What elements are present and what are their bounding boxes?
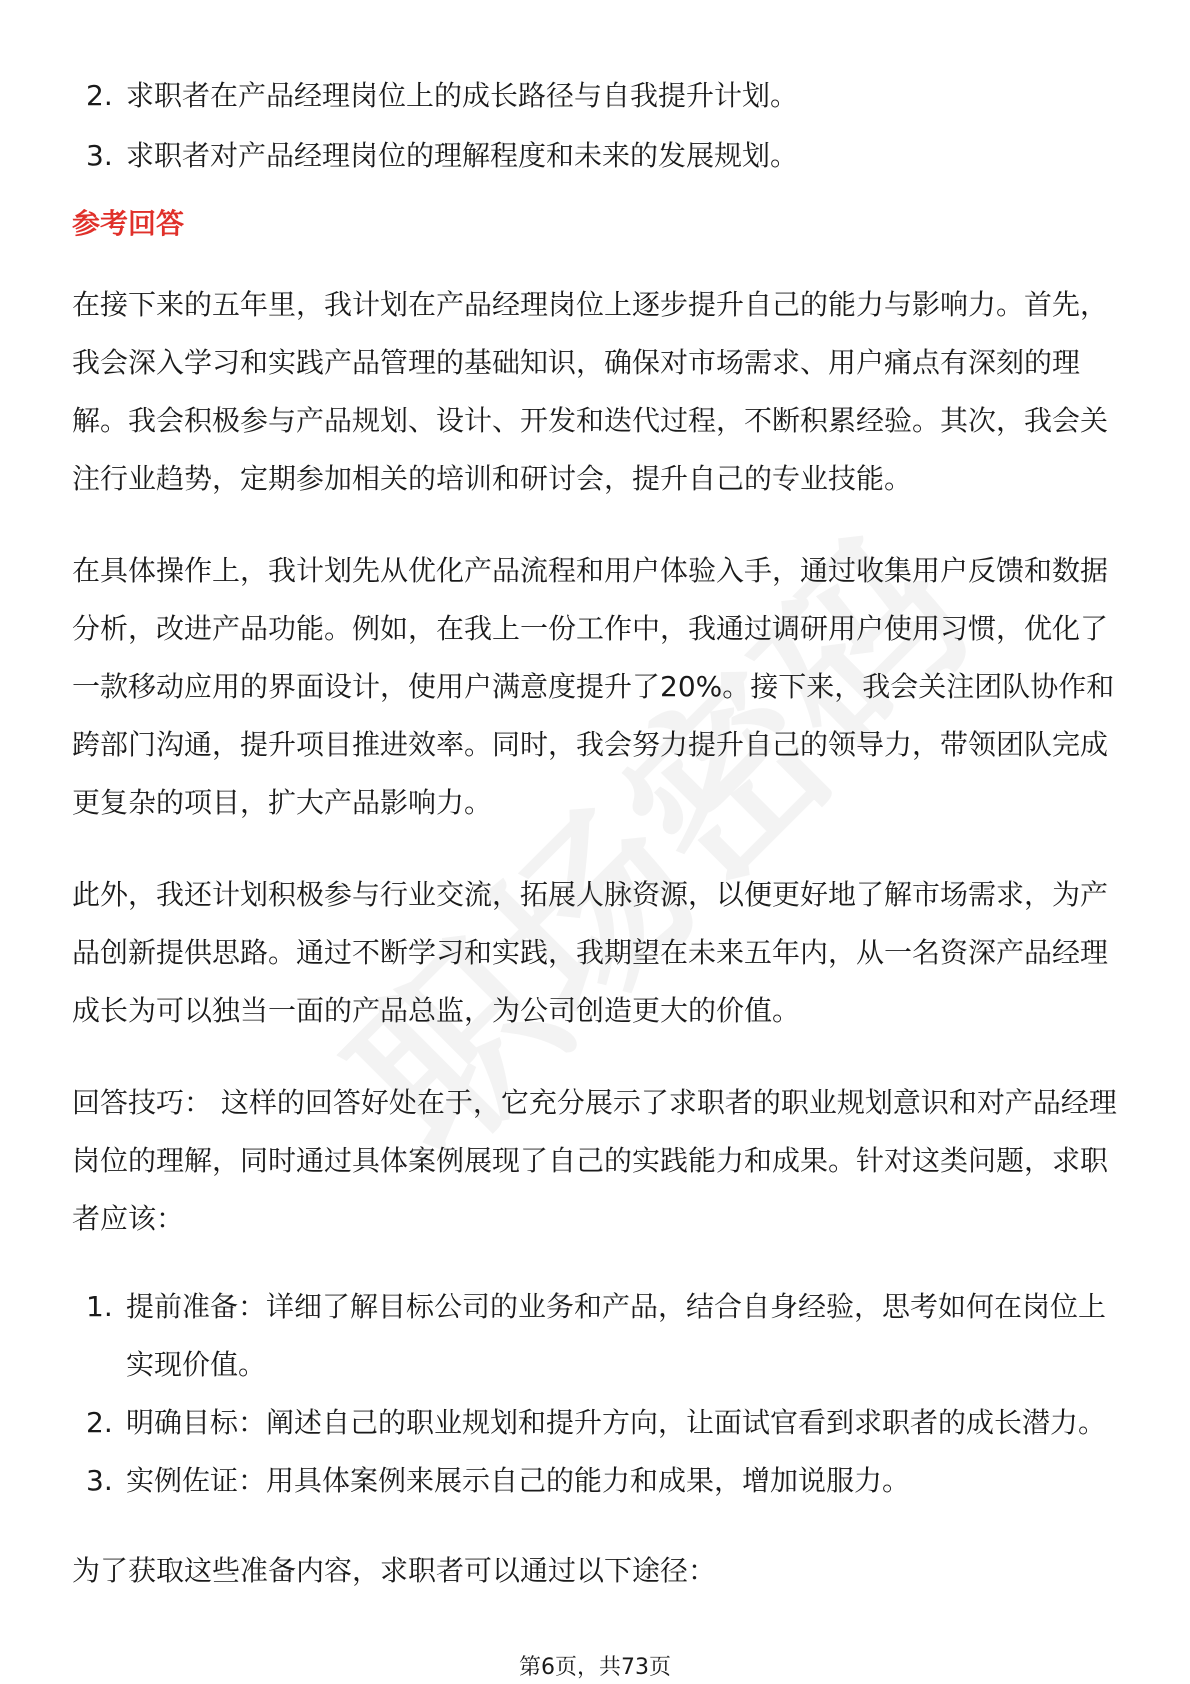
tips-intro-paragraph: 回答技巧： 这样的回答好处在于，它充分展示了求职者的职业规划意识和对产品经理岗位的理解，同时通过具体案例展现了自己的实践能力和成果。针对这类问题，求职者应该： [72, 1086, 1117, 1235]
page-footer: 第6页，共73页 [519, 1655, 671, 1680]
list-text: 明确目标：阐述自己的职业规划和提升方向，让面试官看到求职者的成长潜力。 [126, 1406, 1107, 1439]
list-text: 提前准备：详细了解目标公司的业务和产品，结合自身经验，思考如何在岗位上实现价值。 [126, 1290, 1107, 1381]
section-title: 参考回答 [72, 207, 185, 240]
tips-list [72, 1278, 1132, 1510]
list-item [72, 66, 1132, 126]
list-item [72, 1278, 1132, 1394]
list-item [72, 126, 1132, 186]
list-item [72, 1394, 1132, 1452]
list-number: 1. [86, 1290, 113, 1323]
list-text: 求职者对产品经理岗位的理解程度和未来的发展规划。 [126, 139, 799, 172]
answer-paragraph: 此外，我还计划积极参与行业交流，拓展人脉资源，以便更好地了解市场需求，为产品创新提供思路。通过不断学习和实践，我期望在未来五年内，从一名资深产品经理成长为可以独当一面的产品总监，为公司创造更大的价值。 [72, 878, 1109, 1027]
answer-paragraph: 在具体操作上，我计划先从优化产品流程和用户体验入手，通过收集用户反馈和数据分析，改进产品功能。例如，在我上一份工作中，我通过调研用户使用习惯，优化了一款移动应用的界面设计，使用户满意度提升了20%。接下来，我会关注团队协作和跨部门沟通，提升项目推进效率。同时，我会努力提升自己的领导力，带领团队完成更复杂的项目，扩大产品影响力。 [72, 554, 1115, 819]
list-number: 3. [86, 139, 113, 172]
closing-paragraph: 为了获取这些准备内容，求职者可以通过以下途径： [72, 1554, 717, 1587]
list-item [72, 1452, 1132, 1510]
list-text: 实例佐证：用具体案例来展示自己的能力和成果，增加说服力。 [126, 1464, 911, 1497]
list-text: 求职者在产品经理岗位上的成长路径与自我提升计划。 [126, 79, 799, 112]
list-number: 2. [86, 1406, 113, 1439]
list-number: 3. [86, 1464, 113, 1497]
answer-paragraph: 在接下来的五年里，我计划在产品经理岗位上逐步提升自己的能力与影响力。首先，我会深入学习和实践产品管理的基础知识，确保对市场需求、用户痛点有深刻的理解。我会积极参与产品规划、设计、开发和迭代过程，不断积累经验。其次，我会关注行业趋势，定期参加相关的培训和研讨会，提升自己的专业技能。 [72, 288, 1109, 495]
question-focus-list [72, 66, 1132, 186]
page-content [72, 66, 1132, 1600]
list-number: 2. [86, 79, 113, 112]
